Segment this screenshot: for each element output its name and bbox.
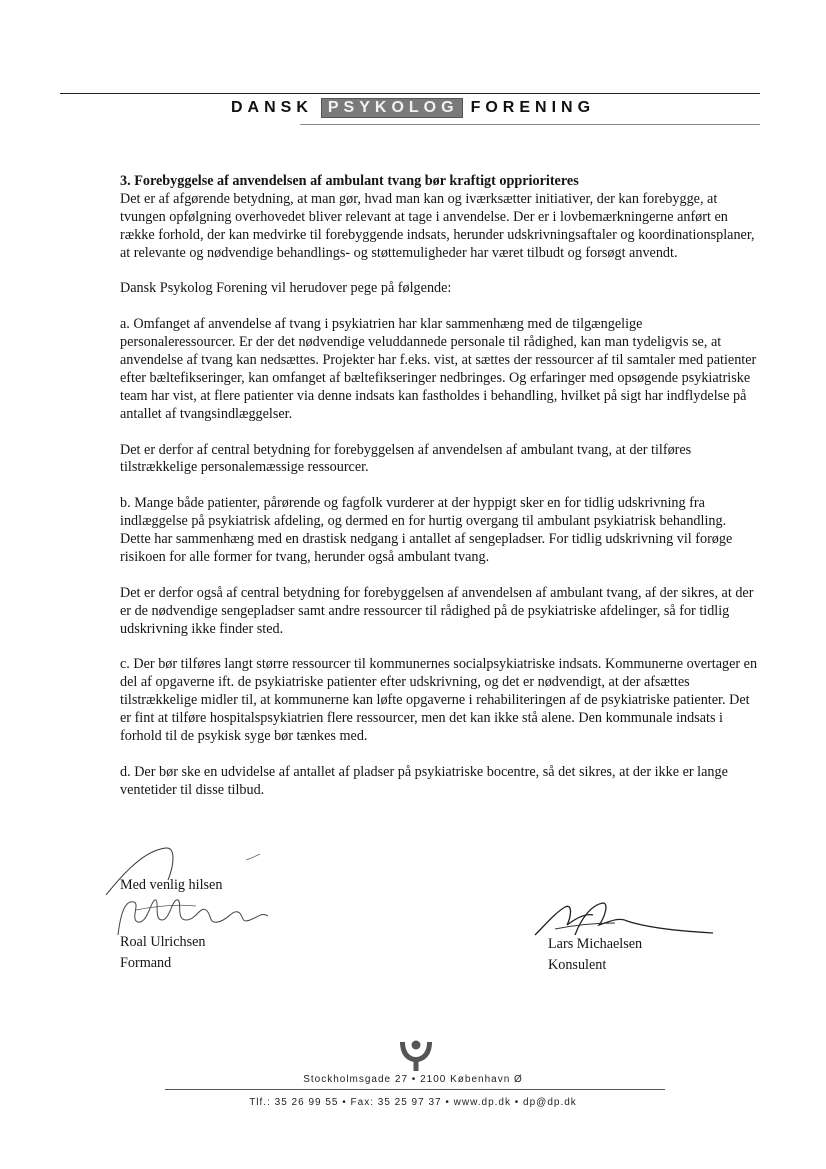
paragraph-a-conclusion: Det er derfor af central betydning for forebyggelsen af anvendelsen af ambulant tvang, at der tilføres tilstrækkelige personalemæssige ressourcer.	[120, 441, 692, 476]
signatory-right-title: Konsulent	[548, 957, 607, 973]
signatory-right	[548, 934, 642, 976]
signatory-left-title: Formand	[120, 955, 172, 971]
paragraph-intro: Det er af afgørende betydning, at man gør, hvad man kan og iværksætter initiativer, der kan forebygge, at tvungen opfølgning overhovedet bliver relevant at tage i anvendelse. Der er i lovbemærkningerne anført en række forhold, der kan medvirke til forebyggende indsats, herunder udskrivningsaftaler og koordinationsplaner, at relevante og nødvendige behandlings- og støttemuligheder har været tilbudt og forsøgt anvendt.	[120, 190, 755, 261]
footer-contact: Tlf.: 35 26 99 55 • Fax: 35 25 97 37 • www.dp.dk • dp@dp.dk	[249, 1097, 577, 1108]
letterhead	[0, 98, 826, 118]
paragraph-a: a. Omfanget af anvendelse af tvang i psykiatrien har klar sammenhæng med de tilgængelige personaleressourcer. Er der det nødvendige veluddannede personale til rådighed, kan man tydeligvis se, at anvendelse af tvang kan nedsættes. Projekter har f.eks. vist, at sættes der ressourcer af til samtaler med patienter efter bæltefikseringer, kan omfanget af bæltefikseringer nedbringes. Og erfaringer med opsøgende psykiatriske team har vist, at flere patienter via denne indsats kan fastholdes i behandling, hvilket på sigt har indflydelse på antallet af tvangsindlæggelser.	[120, 316, 757, 422]
paragraph-c: c. Der bør tilføres langt større ressourcer til kommunernes socialpsykiatriske indsats. Kommunerne overtager en del af opgaverne ift. de psykiatriske patienter efter udskrivning, og det er nødvendigt, at der afsættes tilstrækkelige midler til, at kommunerne kan løfte opgaverne i rehabiliteringen af de psykiatriske patienter. Det er fint at tilføre hospitalspsykiatrien flere ressourcer, men det kan ikke stå alene. Den kommunale indsats i forhold til de psykisk syge bør tænkes med.	[120, 656, 758, 744]
signature-ulrichsen-icon	[96, 840, 286, 940]
paragraph-lead: Dansk Psykolog Forening vil herudover pege på følgende:	[120, 280, 452, 297]
section-heading: 3. Forebyggelse af anvendelsen af ambulant tvang bør kraftigt opprioriteres	[120, 173, 579, 189]
letterhead-middle: PSYKOLOG	[321, 98, 463, 118]
footer-address: Stockholmsgade 27 • 2100 København Ø	[303, 1074, 523, 1085]
letter-body	[120, 173, 760, 818]
paragraph-b: b. Mange både patienter, pårørende og fagfolk vurderer at der hyppigt sker en for tidlig udskrivning fra indlæggelse på psykiatrisk afdeling, og dermed en for hurtig overgang til ambulant psykiatrisk behandling. Dette har sammenhæng med en drastisk nedgang i antallet af sengepladser. For tidlig udskrivning vil forøge risikoen for alle former for tvang, herunder også ambulant tvang.	[120, 495, 733, 565]
top-rule-lower	[300, 124, 760, 125]
signatory-left	[120, 932, 206, 974]
closing: Med venlig hilsen	[120, 877, 223, 893]
footer-rule	[165, 1089, 665, 1090]
paragraph-b-conclusion: Det er derfor også af central betydning for forebyggelsen af anvendelsen af ambulant tvang, af der sikres, at der er de nødvendige sengepladser samt andre ressourcer til rådighed på de psykiatriske afdelinger, så for tidlig udskrivning ikke finder sted.	[120, 584, 754, 637]
letterhead-left: DANSK	[230, 99, 313, 116]
signatory-left-name: Roal Ulrichsen	[120, 934, 206, 950]
top-rule	[60, 93, 760, 94]
paragraph-d: d. Der bør ske en udvidelse af antallet af pladser på psykiatriske bocentre, så det sikres, at der ikke er lange ventetider til disse tilbud.	[120, 763, 728, 798]
letterhead-right: FORENING	[470, 99, 596, 116]
signatory-right-name: Lars Michaelsen	[548, 936, 643, 952]
dp-logo-icon	[396, 1036, 436, 1072]
